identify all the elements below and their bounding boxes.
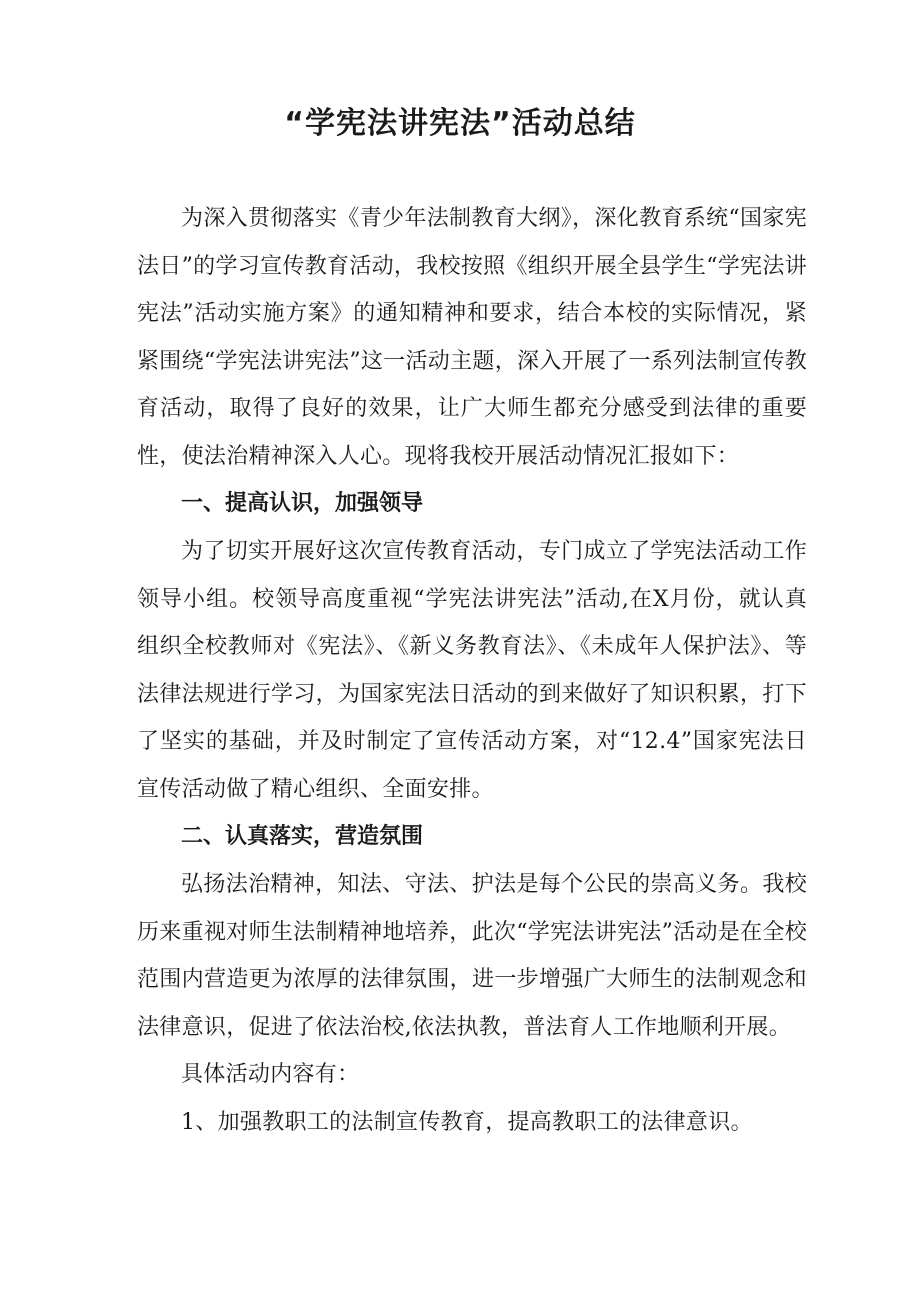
section-heading-1: 一、提高认识，加强领导: [181, 491, 424, 516]
document-title: “学宪法讲宪法”活动总结: [284, 106, 636, 141]
intro-paragraph: 为深入贯彻落实《青少年法制教育大纲》，深化教育系统“国家宪法日”的学习宣传教育活动，我校按照《组织开展全县学生“学宪法讲宪法”活动实施方案》的通知精神和要求，结合本校的实际情况，紧紧围绕“学宪法讲宪法”这一活动主题，深入开展了一系列法制宣传教育活动，取得了良好的效果，让广大师生都充分感受到法律的重要性，使法治精神深入人心。现将我校开展活动情况汇报如下：: [137, 206, 807, 469]
section-2-paragraph: 弘扬法治精神，知法、守法、护法是每个公民的崇高义务。我校历来重视对师生法制精神地培养，此次“学宪法讲宪法”活动是在全校范围内营造更为浓厚的法律氛围，进一步增强广大师生的法制观念和法律意识，促进了依法治校,依法执教，普法育人工作地顺利开展。: [137, 872, 807, 1040]
document-body: [137, 195, 807, 1146]
activity-list-intro: 具体活动内容有：: [181, 1062, 360, 1087]
activity-item-1: 1、加强教职工的法制宣传教育，提高教职工的法律意识。: [181, 1109, 753, 1135]
section-1-paragraph: 为了切实开展好这次宣传教育活动，专门成立了学宪法活动工作领导小组。校领导高度重视“学宪法讲宪法”活动,在X月份，就认真组织全校教师对《宪法》、《新义务教育法》、《未成年人保护法》、等法律法规进行学习，为国家宪法日活动的到来做好了知识积累，打下了坚实的基础，并及时制定了宣传活动方案，对“12.4”国家宪法日宣传活动做了精心组织、全面安排。: [137, 539, 807, 802]
section-heading-2: 二、认真落实，营造氛围: [181, 824, 424, 849]
